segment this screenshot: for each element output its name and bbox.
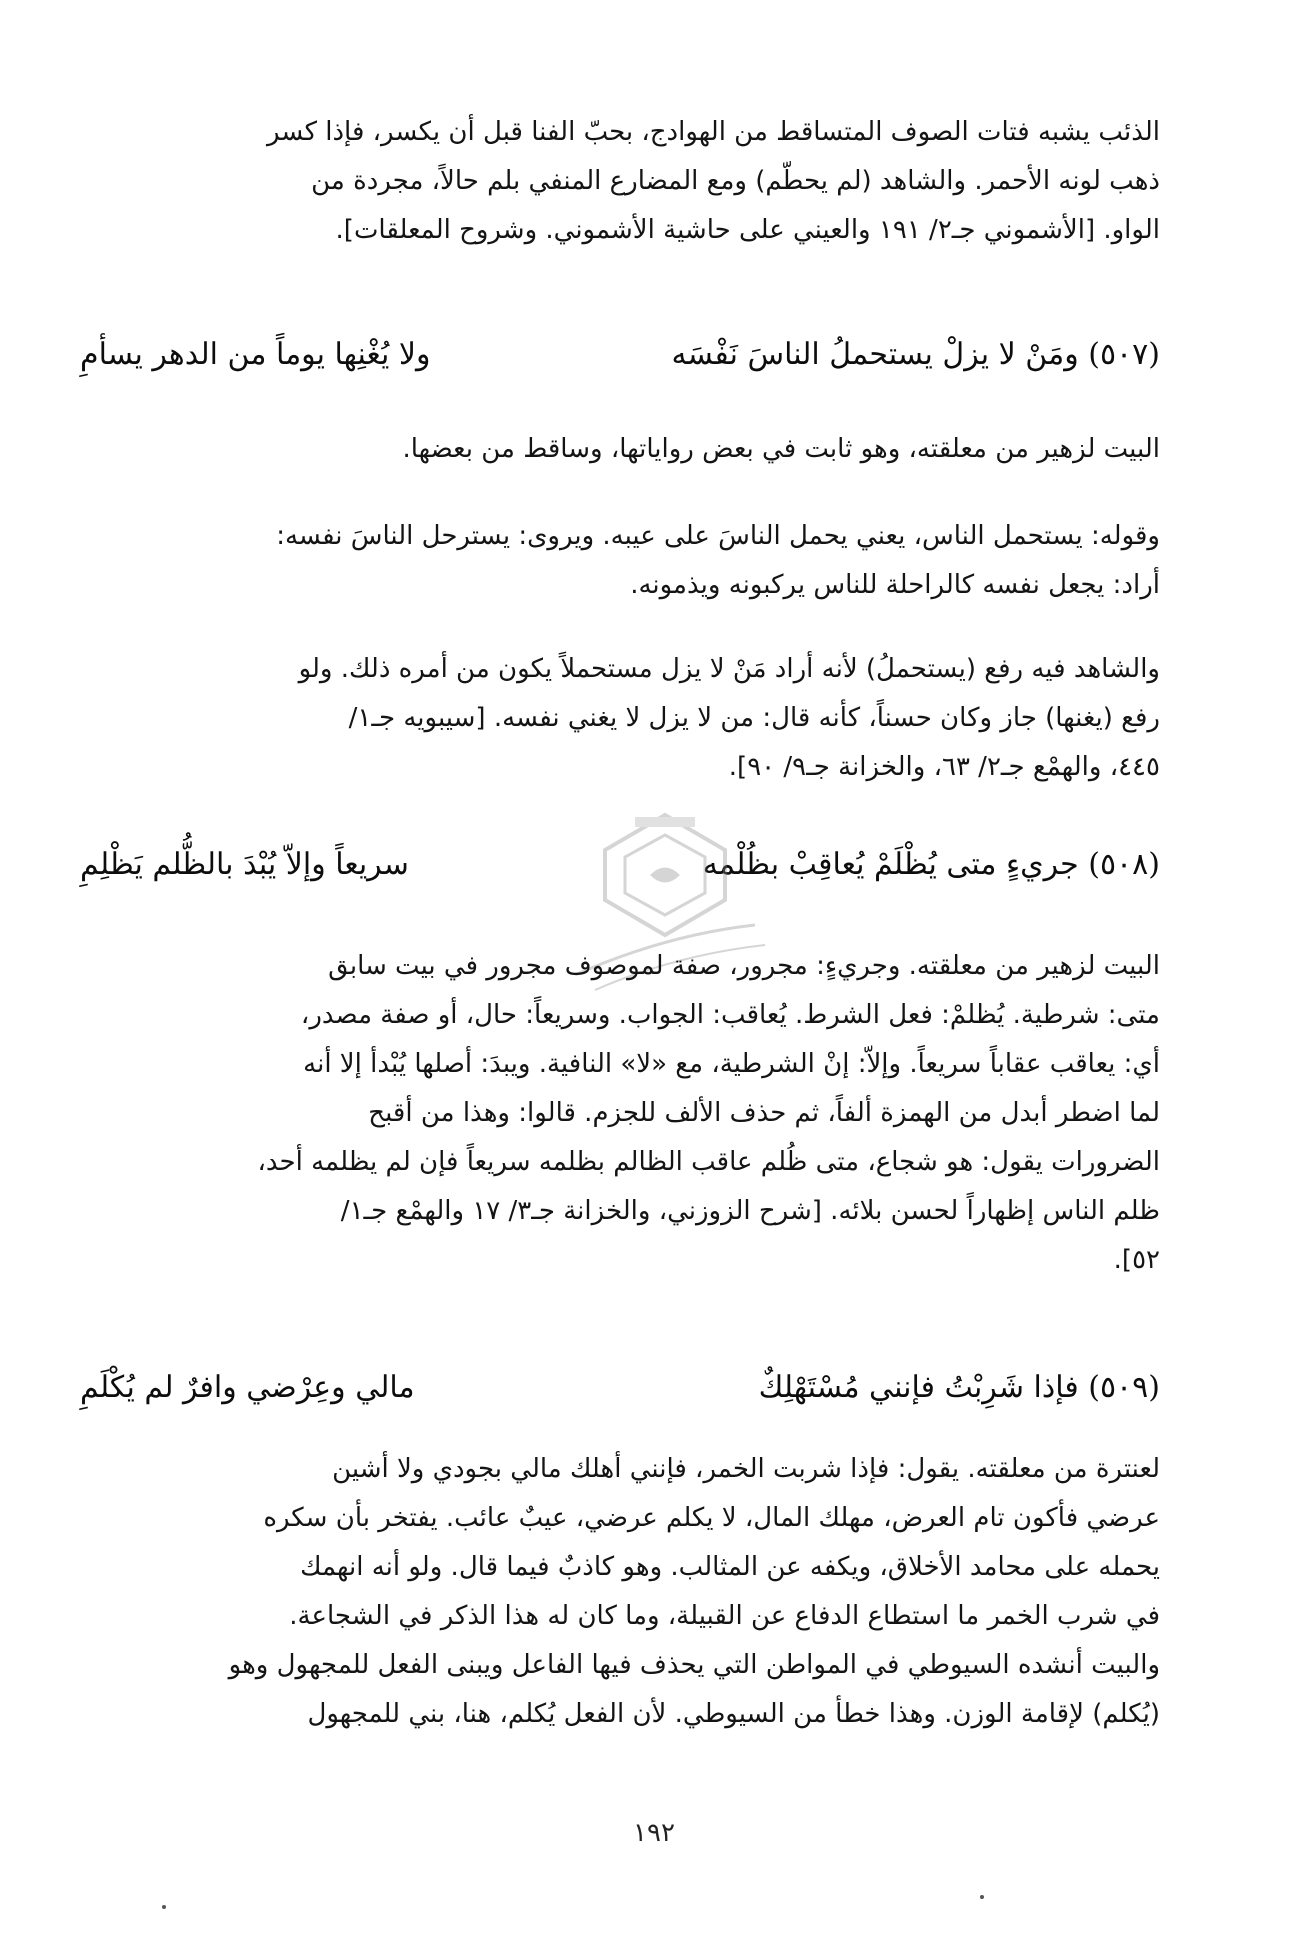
commentary-block-5 bbox=[150, 942, 1160, 1285]
text-line: الواو. [الأشموني جـ٢/ ١٩١ والعيني على حاشية الأشموني. وشروح المعلقات]. bbox=[335, 215, 1160, 245]
text-line: أي: يعاقب عقاباً سريعاً. وإلاّ: إنْ الشرطية، مع «لا» النافية. ويبدَ: أصلها يُبْدأ إلا أنه bbox=[303, 1049, 1160, 1079]
text-line: لما اضطر أبدل من الهمزة ألفاً، ثم حذف الألف للجزم. قالوا: وهذا من أقبح bbox=[368, 1098, 1160, 1128]
text-line: الضرورات يقول: هو شجاع، متى ظُلم عاقب الظالم بظلمه سريعاً فإن لم يظلمه أحد، bbox=[257, 1147, 1160, 1177]
verse-507-second-hemistich: ولا يُغْنِها يوماً من الدهر يسأمِ bbox=[80, 337, 431, 372]
commentary-block-1 bbox=[150, 108, 1160, 255]
text-line: البيت لزهير من معلقته. وجريءٍ: مجرور، صفة لموصوف مجرور في بيت سابق bbox=[328, 951, 1160, 981]
text-line: يحمله على محامد الأخلاق، ويكفه عن المثالب. وهو كاذبٌ فيما قال. ولو أنه انهمك bbox=[300, 1552, 1160, 1582]
text-line: ٤٤٥، والهمْع جـ٢/ ٦٣، والخزانة جـ٩/ ٩٠]. bbox=[728, 752, 1160, 782]
text-line: الذئب يشبه فتات الصوف المتساقط من الهوادج، بحبّ الفنا قبل أن يكسر، فإذا كسر bbox=[267, 117, 1160, 147]
text-line: والشاهد فيه رفع (يستحملُ) لأنه أراد مَنْ لا يزل مستحملاً يكون من أمره ذلك. ولو bbox=[298, 654, 1160, 684]
verse-509-first-hemistich: (٥٠٩) فإذا شَرِبْتُ فإنني مُسْتَهْلِكٌ bbox=[758, 1370, 1160, 1405]
commentary-block-4 bbox=[150, 645, 1160, 792]
text-line: رفع (يغنها) جاز وكان حسناً، كأنه قال: من لا يزل لا يغني نفسه. [سيبويه جـ١/ bbox=[348, 703, 1160, 733]
verse-507 bbox=[80, 330, 1160, 380]
scan-speck bbox=[162, 1905, 166, 1909]
text-line: (يُكلم) لإقامة الوزن. وهذا خطأ من السيوطي. لأن الفعل يُكلم، هنا، بني للمجهول bbox=[307, 1699, 1160, 1729]
text-line: والبيت أنشده السيوطي في المواطن التي يحذف فيها الفاعل ويبنى الفعل للمجهول وهو bbox=[228, 1650, 1160, 1680]
scan-speck bbox=[980, 1895, 984, 1899]
text-line: ذهب لونه الأحمر. والشاهد (لم يحطّم) ومع المضارع المنفي بلم حالاً، مجردة من bbox=[311, 166, 1160, 196]
text-line: في شرب الخمر ما استطاع الدفاع عن القبيلة، وما كان له هذا الذكر في الشجاعة. bbox=[289, 1601, 1160, 1631]
text-line: عرضي فأكون تام العرض، مهلك المال، لا يكلم عرضي، عيبٌ عائب. يفتخر بأن سكره bbox=[263, 1503, 1160, 1533]
commentary-block-3 bbox=[150, 512, 1160, 610]
verse-509-second-hemistich: مالي وعِرْضي وافرٌ لم يُكْلَمِ bbox=[80, 1370, 415, 1405]
page-number: ١٩٢ bbox=[633, 1818, 675, 1848]
text-line: البيت لزهير من معلقته، وهو ثابت في بعض رواياتها، وساقط من بعضها. bbox=[402, 434, 1160, 464]
text-line: أراد: يجعل نفسه كالراحلة للناس يركبونه ويذمونه. bbox=[630, 570, 1160, 600]
verse-508-second-hemistich: سريعاً وإلاّ يُبْدَ بالظُّلم يَظْلِمِ bbox=[80, 847, 409, 882]
verse-509 bbox=[80, 1363, 1160, 1413]
text-line: لعنترة من معلقته. يقول: فإذا شربت الخمر، فإنني أهلك مالي بجودي ولا أشين bbox=[332, 1454, 1160, 1484]
text-line: ظلم الناس إظهاراً لحسن بلائه. [شرح الزوزني، والخزانة جـ٣/ ١٧ والهمْع جـ١/ bbox=[340, 1196, 1160, 1226]
text-line: ٥٢]. bbox=[1113, 1245, 1160, 1275]
commentary-block-6 bbox=[150, 1445, 1160, 1739]
verse-507-first-hemistich: (٥٠٧) ومَنْ لا يزلْ يستحملُ الناسَ نَفْسَه bbox=[671, 337, 1160, 372]
verse-508-first-hemistich: (٥٠٨) جريءٍ متى يُظْلَمْ يُعاقِبْ بظُلْمه bbox=[702, 847, 1160, 882]
text-line: متى: شرطية. يُظلمْ: فعل الشرط. يُعاقب: الجواب. وسريعاً: حال، أو صفة مصدر، bbox=[300, 1000, 1160, 1030]
commentary-block-2 bbox=[150, 425, 1160, 474]
text-line: وقوله: يستحمل الناس، يعني يحمل الناسَ على عيبه. ويروى: يسترحل الناسَ نفسه: bbox=[276, 521, 1160, 551]
